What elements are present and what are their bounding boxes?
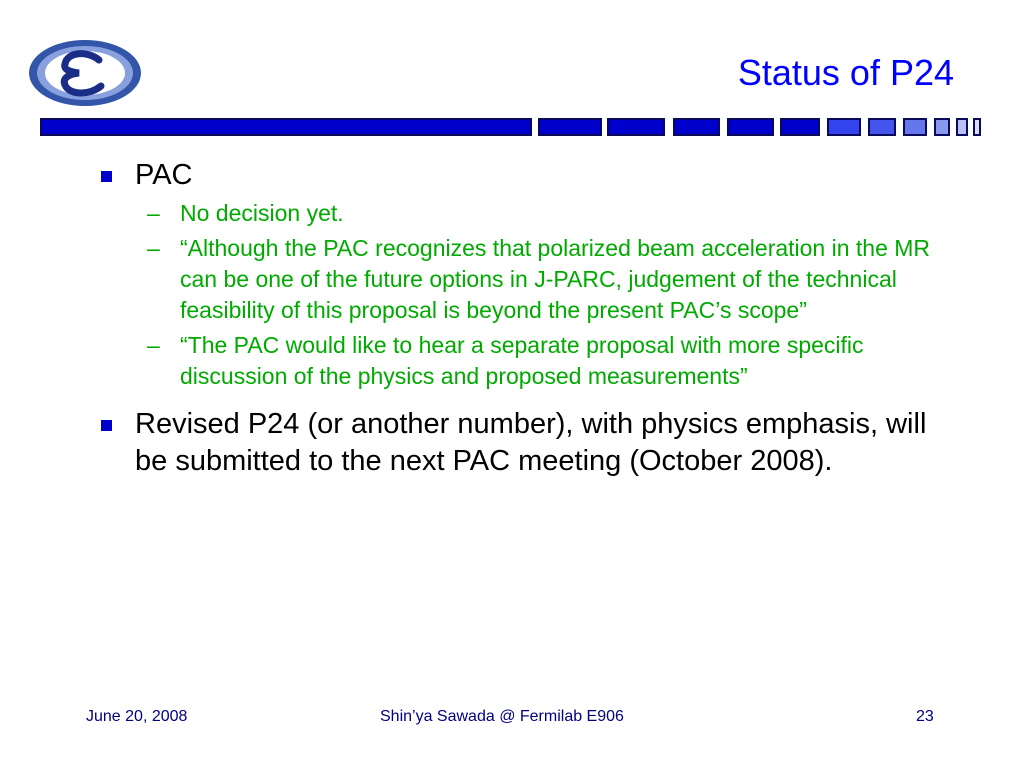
decorative-bar-segment (903, 118, 927, 136)
sub-bullet-item (95, 233, 955, 326)
dash-marker: – (147, 200, 160, 226)
dash-marker: – (147, 235, 160, 261)
decorative-bar-segment (956, 118, 968, 136)
sub-bullet-text: “The PAC would like to hear a separate proposal with more specific discussion of the physics and proposed measurements” (180, 332, 864, 389)
sub-bullet-item (95, 330, 955, 392)
decorative-bar-segment (673, 118, 720, 136)
footer-presenter: Shin’ya Sawada @ Fermilab E906 (380, 708, 624, 725)
decorative-bar-segment (40, 118, 532, 136)
page-number: 23 (916, 708, 934, 725)
decorative-bar-segment (538, 118, 602, 136)
sub-bullet-text: “Although the PAC recognizes that polarized beam acceleration in the MR can be one of the future options in J-PARC, judgement of the technical feasibility of this proposal is beyond the present PAC’s scope” (180, 235, 931, 323)
bullet-item (95, 406, 955, 480)
decorative-bar-segment (727, 118, 774, 136)
bullet-text: PAC (135, 159, 193, 191)
square-bullet-icon (101, 420, 112, 431)
decorative-bar-segment (973, 118, 981, 136)
decorative-bar-segment (607, 118, 665, 136)
bullet-text: Revised P24 (or another number), with physics emphasis, will be submitted to the next PAC meeting (October 2008). (135, 408, 927, 477)
decorative-bar-segment (827, 118, 861, 136)
sub-bullet-text: No decision yet. (180, 200, 344, 226)
decorative-bar-segment (780, 118, 820, 136)
footer-date: June 20, 2008 (86, 708, 188, 725)
decorative-bar-segment (934, 118, 950, 136)
kek-logo-icon (27, 38, 143, 108)
slide-title: Status of P24 (737, 52, 954, 93)
slide-content (95, 158, 955, 480)
sub-bullet-item (95, 198, 955, 229)
decorative-bar-segment (868, 118, 896, 136)
square-bullet-icon (101, 171, 112, 182)
sub-bullet-list (135, 198, 955, 392)
bullet-item (95, 158, 955, 392)
dash-marker: – (147, 332, 160, 358)
